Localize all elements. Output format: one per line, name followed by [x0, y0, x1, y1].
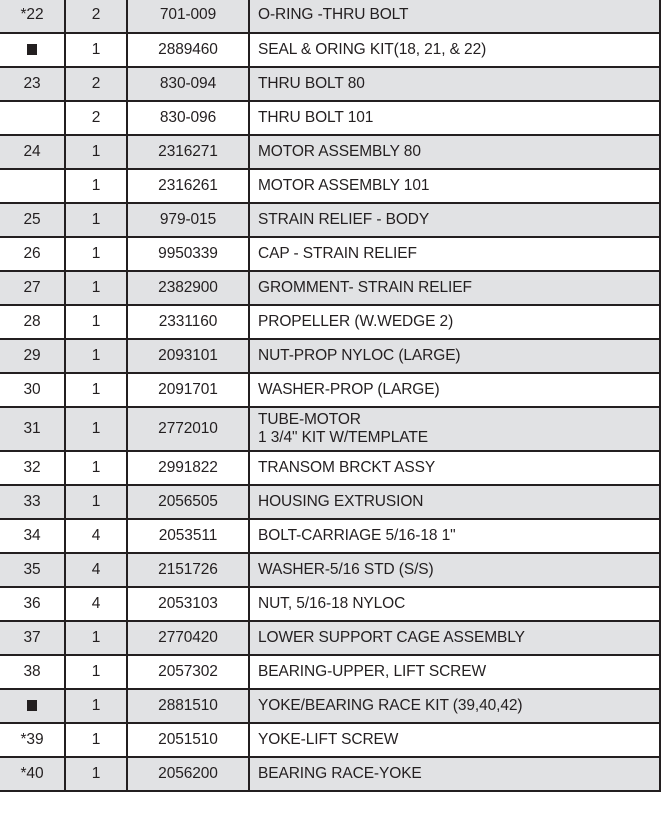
- qty-cell: 1: [65, 621, 127, 655]
- table-row: [0, 237, 660, 271]
- qty-cell: 1: [65, 407, 127, 451]
- qty-cell: 1: [65, 203, 127, 237]
- key-cell: 37: [0, 621, 65, 655]
- part-number-cell: 701-009: [127, 0, 249, 33]
- part-number-cell: 2316271: [127, 135, 249, 169]
- part-number-cell: 830-094: [127, 67, 249, 101]
- part-number-cell: 830-096: [127, 101, 249, 135]
- part-number-cell: 2889460: [127, 33, 249, 67]
- description-line-1: TUBE-MOTOR: [258, 411, 361, 428]
- table-row: [0, 485, 660, 519]
- qty-cell: 2: [65, 101, 127, 135]
- table-row: [0, 757, 660, 791]
- table-row: [0, 553, 660, 587]
- part-number-cell: 2991822: [127, 451, 249, 485]
- part-number-cell: 2051510: [127, 723, 249, 757]
- key-cell: [0, 169, 65, 203]
- table-row: [0, 621, 660, 655]
- key-cell: *22: [0, 0, 65, 33]
- part-number-cell: 2053511: [127, 519, 249, 553]
- table-row: [0, 723, 660, 757]
- table-row: [0, 305, 660, 339]
- key-cell: 32: [0, 451, 65, 485]
- description-cell: NUT, 5/16-18 NYLOC: [249, 587, 660, 621]
- description-cell: YOKE-LIFT SCREW: [249, 723, 660, 757]
- key-cell: 34: [0, 519, 65, 553]
- description-cell: THRU BOLT 101: [249, 101, 660, 135]
- qty-cell: 1: [65, 237, 127, 271]
- part-number-cell: 2057302: [127, 655, 249, 689]
- part-number-cell: 2091701: [127, 373, 249, 407]
- qty-cell: 1: [65, 305, 127, 339]
- part-number-cell: 2382900: [127, 271, 249, 305]
- key-cell: 31: [0, 407, 65, 451]
- kit-marker-icon: [27, 44, 37, 55]
- qty-cell: 1: [65, 33, 127, 67]
- description-cell: TRANSOM BRCKT ASSY: [249, 451, 660, 485]
- table-row: [0, 655, 660, 689]
- key-cell: 30: [0, 373, 65, 407]
- table-row: [0, 169, 660, 203]
- part-number-cell: 2151726: [127, 553, 249, 587]
- part-number-cell: 2093101: [127, 339, 249, 373]
- key-cell: 23: [0, 67, 65, 101]
- key-cell: 24: [0, 135, 65, 169]
- description-cell: WASHER-5/16 STD (S/S): [249, 553, 660, 587]
- part-number-cell: 2331160: [127, 305, 249, 339]
- qty-cell: 1: [65, 655, 127, 689]
- description-cell: O-RING -THRU BOLT: [249, 0, 660, 33]
- key-cell: 26: [0, 237, 65, 271]
- qty-cell: 2: [65, 67, 127, 101]
- key-cell: 38: [0, 655, 65, 689]
- part-number-cell: 2056200: [127, 757, 249, 791]
- qty-cell: 1: [65, 373, 127, 407]
- description-cell: CAP - STRAIN RELIEF: [249, 237, 660, 271]
- table-row: [0, 101, 660, 135]
- description-cell: HOUSING EXTRUSION: [249, 485, 660, 519]
- key-cell: *40: [0, 757, 65, 791]
- table-row: [0, 407, 660, 451]
- qty-cell: 4: [65, 587, 127, 621]
- qty-cell: 1: [65, 723, 127, 757]
- description-cell: BOLT-CARRIAGE 5/16-18 1": [249, 519, 660, 553]
- key-cell: [0, 101, 65, 135]
- description-cell: [249, 407, 660, 451]
- qty-cell: 1: [65, 757, 127, 791]
- part-number-cell: 9950339: [127, 237, 249, 271]
- description-cell: BEARING-UPPER, LIFT SCREW: [249, 655, 660, 689]
- table-row: [0, 67, 660, 101]
- qty-cell: 1: [65, 169, 127, 203]
- description-cell: THRU BOLT 80: [249, 67, 660, 101]
- part-number-cell: 2772010: [127, 407, 249, 451]
- table-row: [0, 451, 660, 485]
- qty-cell: 2: [65, 0, 127, 33]
- key-cell: 35: [0, 553, 65, 587]
- part-number-cell: 2881510: [127, 689, 249, 723]
- key-cell: 36: [0, 587, 65, 621]
- table-row: [0, 0, 660, 33]
- table-row: [0, 203, 660, 237]
- description-cell: NUT-PROP NYLOC (LARGE): [249, 339, 660, 373]
- table-row: [0, 135, 660, 169]
- table-row: [0, 587, 660, 621]
- qty-cell: 1: [65, 135, 127, 169]
- table-row: [0, 519, 660, 553]
- table-row: [0, 689, 660, 723]
- part-number-cell: 2316261: [127, 169, 249, 203]
- qty-cell: 1: [65, 271, 127, 305]
- key-cell: 25: [0, 203, 65, 237]
- description-cell: STRAIN RELIEF - BODY: [249, 203, 660, 237]
- qty-cell: 1: [65, 689, 127, 723]
- key-cell: 27: [0, 271, 65, 305]
- description-cell: MOTOR ASSEMBLY 101: [249, 169, 660, 203]
- part-number-cell: 2056505: [127, 485, 249, 519]
- table-row: [0, 373, 660, 407]
- part-number-cell: 2770420: [127, 621, 249, 655]
- qty-cell: 4: [65, 519, 127, 553]
- qty-cell: 4: [65, 553, 127, 587]
- key-cell: 29: [0, 339, 65, 373]
- table-row: [0, 271, 660, 305]
- key-cell: 28: [0, 305, 65, 339]
- key-cell: *39: [0, 723, 65, 757]
- qty-cell: 1: [65, 485, 127, 519]
- part-number-cell: 979-015: [127, 203, 249, 237]
- table-row: [0, 33, 660, 67]
- qty-cell: 1: [65, 451, 127, 485]
- part-number-cell: 2053103: [127, 587, 249, 621]
- description-cell: YOKE/BEARING RACE KIT (39,40,42): [249, 689, 660, 723]
- description-line-2: 1 3/4" KIT W/TEMPLATE: [258, 429, 428, 446]
- description-cell: GROMMENT- STRAIN RELIEF: [249, 271, 660, 305]
- kit-marker-icon: [27, 700, 37, 711]
- key-cell: 33: [0, 485, 65, 519]
- description-cell: MOTOR ASSEMBLY 80: [249, 135, 660, 169]
- description-cell: LOWER SUPPORT CAGE ASSEMBLY: [249, 621, 660, 655]
- description-cell: WASHER-PROP (LARGE): [249, 373, 660, 407]
- description-cell: SEAL & ORING KIT(18, 21, & 22): [249, 33, 660, 67]
- key-cell: [0, 689, 65, 723]
- key-cell: [0, 33, 65, 67]
- description-cell: BEARING RACE-YOKE: [249, 757, 660, 791]
- table-row: [0, 339, 660, 373]
- description-cell: PROPELLER (W.WEDGE 2): [249, 305, 660, 339]
- qty-cell: 1: [65, 339, 127, 373]
